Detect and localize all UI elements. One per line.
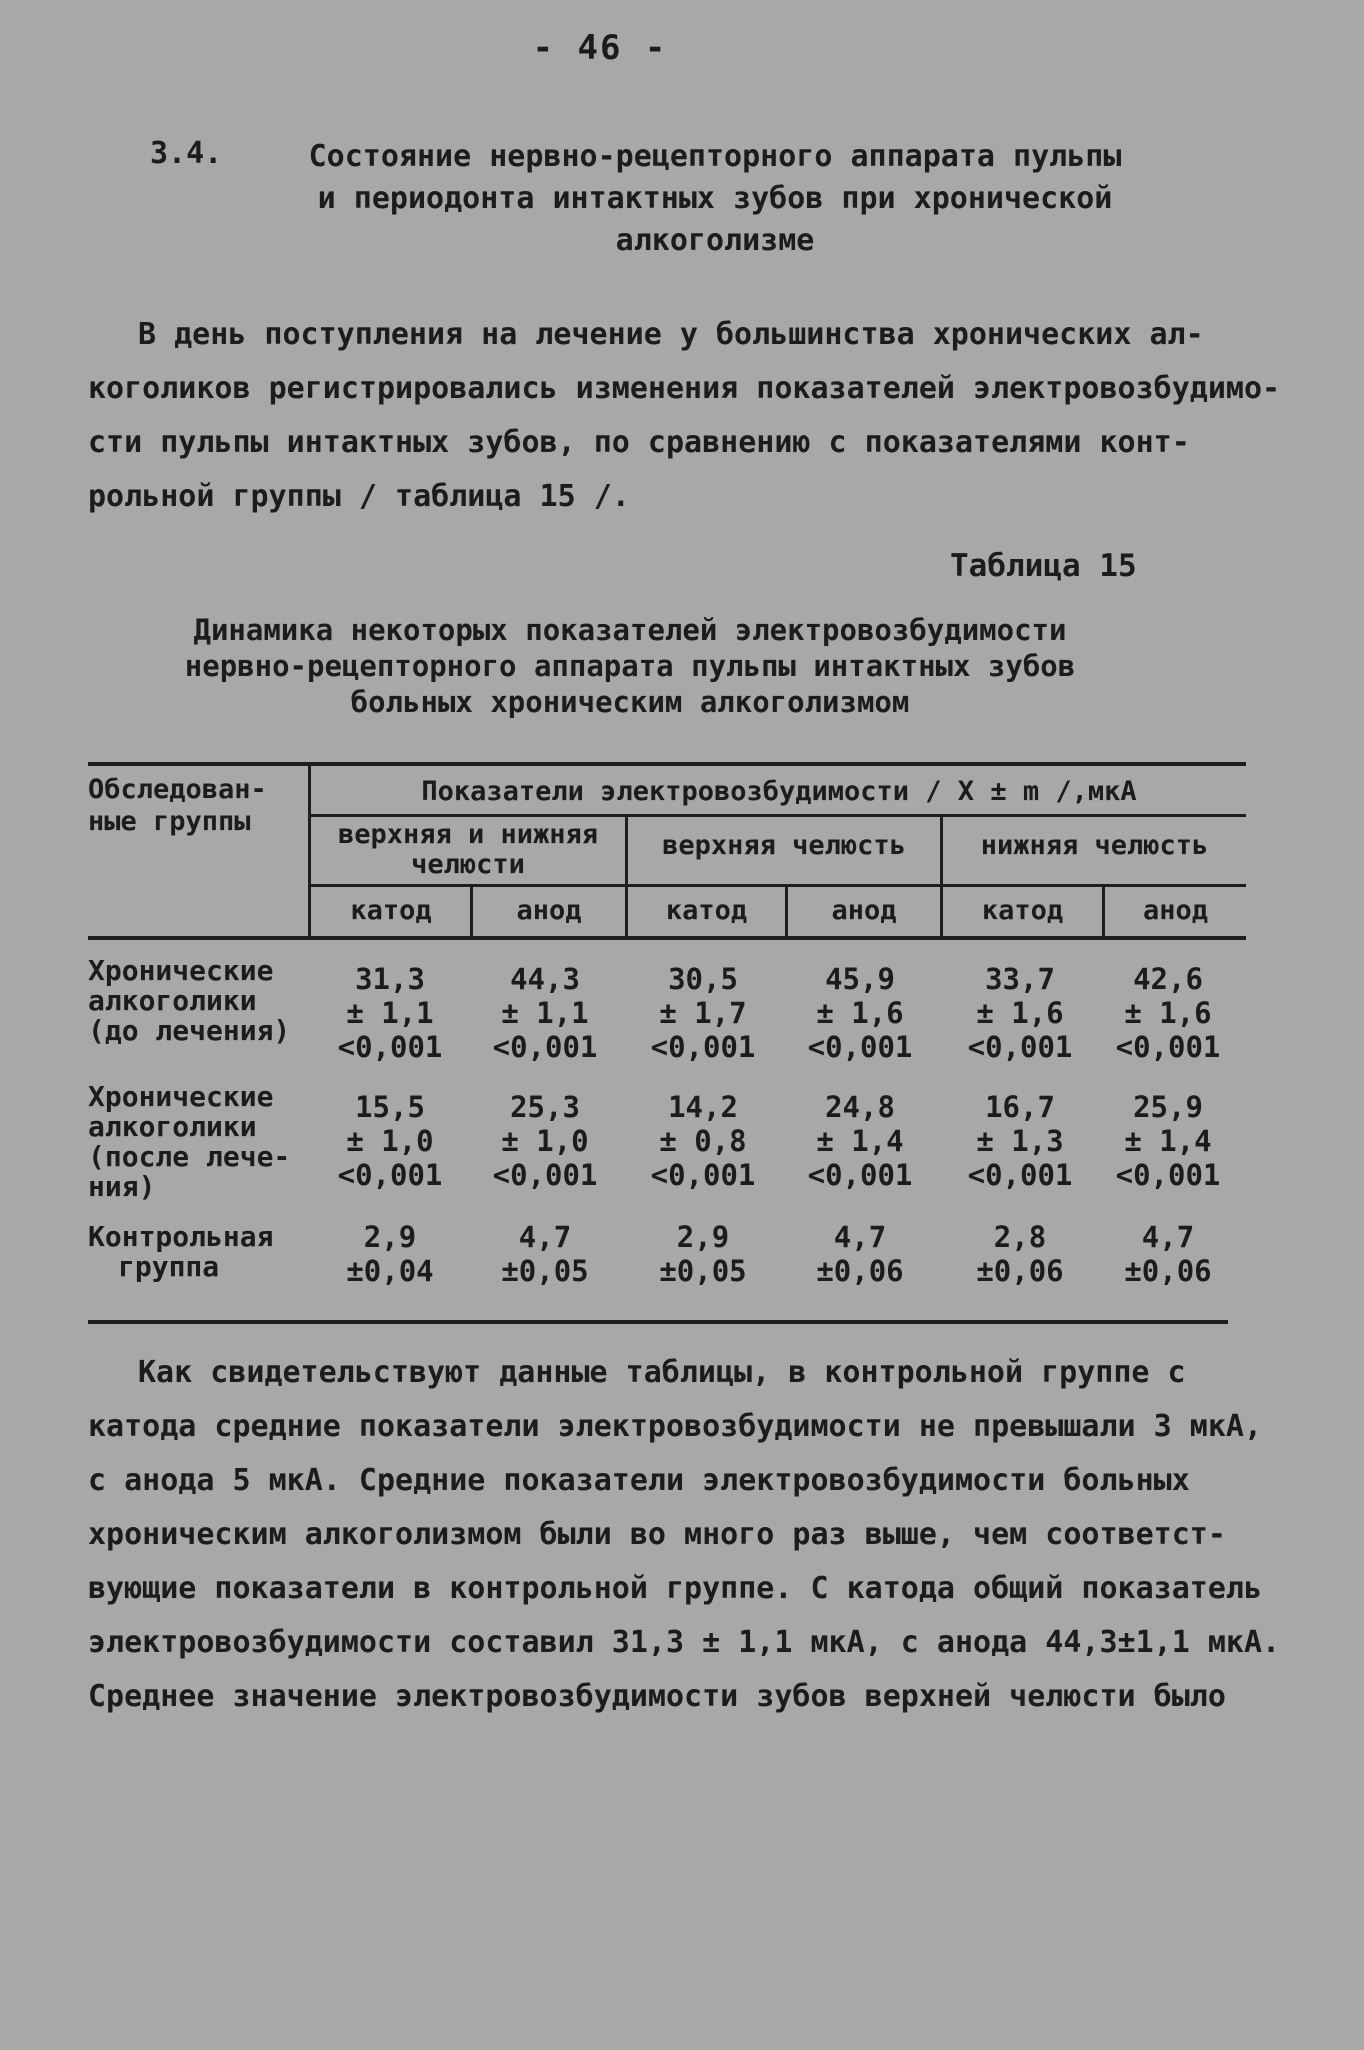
main-header: Показатели электровозбудимости / X ± m /,мкА — [421, 776, 1137, 807]
paragraph-line: В день поступления на лечение у большинства хронических ал- — [138, 317, 1204, 352]
jaw-header-line: верхняя и нижняя — [337, 819, 599, 850]
cell-value: 2,9 — [676, 1220, 730, 1254]
sub-header-anode: анод — [831, 895, 897, 926]
paragraph-intro — [88, 308, 1281, 524]
caption-line: больных хроническим алкоголизмом — [350, 685, 910, 719]
cell-value: 4,7 — [518, 1220, 572, 1254]
cell-value: ± 1,0 — [501, 1124, 589, 1158]
caption-line: Динамика некоторых показателей электровозбудимости — [193, 613, 1067, 647]
table-bottom-rule — [88, 1320, 1228, 1324]
section-title-line: алкоголизме — [615, 223, 815, 258]
cell-value: <0,001 — [492, 1158, 598, 1192]
cell-value: 25,9 — [1133, 1090, 1203, 1124]
table-cell — [633, 962, 773, 1064]
table-cell — [320, 1090, 460, 1192]
sub-header-anode: анод — [1142, 895, 1209, 926]
cell-value: ± 1,0 — [346, 1124, 434, 1158]
cell-value: ±0,06 — [816, 1254, 904, 1288]
cell-value: 25,3 — [510, 1090, 580, 1124]
paragraph-line: электровозбудимости составил 31,3 ± 1,1 мкА, с анода 44,3±1,1 мкА. — [88, 1625, 1281, 1660]
cell-value: ± 0,8 — [659, 1124, 747, 1158]
section-title-line: Состояние нервно-рецепторного аппарата пульпы — [308, 139, 1122, 174]
row-label-line: группа — [118, 1250, 220, 1283]
table-cell — [790, 1220, 930, 1288]
cell-value: 16,7 — [985, 1090, 1055, 1124]
cell-value: 44,3 — [510, 962, 580, 996]
cell-value: <0,001 — [967, 1030, 1073, 1064]
table-cell — [950, 962, 1090, 1064]
cell-value: 14,2 — [668, 1090, 738, 1124]
row-label-line: Контрольная — [88, 1220, 274, 1253]
cell-value: 2,9 — [363, 1220, 417, 1254]
cell-value: ± 1,4 — [816, 1124, 904, 1158]
table-cell — [320, 962, 460, 1064]
sub-header-cathode: катод — [981, 895, 1064, 926]
caption-line: нервно-рецепторного аппарата пульпы интактных зубов — [184, 649, 1076, 683]
paragraph-line: рольной группы / таблица 15 /. — [88, 479, 630, 514]
header-rule-1 — [310, 814, 1246, 817]
cell-value: 42,6 — [1133, 962, 1203, 996]
cell-value: 24,8 — [825, 1090, 895, 1124]
cell-value: ± 1,6 — [976, 996, 1064, 1030]
cell-value: ±0,06 — [976, 1254, 1064, 1288]
table-cell — [475, 1220, 615, 1288]
group-header-line: ные группы — [88, 806, 251, 837]
table-cell — [633, 1220, 773, 1288]
header-rule-2 — [310, 884, 1246, 887]
row-label-line: (до лечения) — [88, 1014, 291, 1047]
cell-value: <0,001 — [650, 1158, 756, 1192]
section-title — [285, 136, 1145, 262]
cell-value: 30,5 — [668, 962, 738, 996]
jaw-header-upper: верхняя челюсть — [662, 830, 906, 861]
row-label-line: алкоголики — [88, 984, 257, 1017]
paragraph-line: коголиков регистрировались изменения показателей электровозбудимо- — [88, 371, 1281, 406]
table-label: Таблица 15 — [950, 548, 1137, 584]
cell-value: 33,7 — [985, 962, 1055, 996]
table-cell — [475, 1090, 615, 1192]
sub-header-cathode: катод — [665, 895, 748, 926]
cell-value: ± 1,3 — [976, 1124, 1064, 1158]
row-label-line: (после лече- — [88, 1140, 291, 1173]
row-label-before-treatment — [88, 956, 308, 1046]
table-cell — [1098, 1220, 1238, 1288]
row-label-line: ния) — [88, 1170, 156, 1203]
table-cell — [320, 1220, 460, 1288]
cell-value: ± 1,1 — [346, 996, 434, 1030]
cell-value: ±0,06 — [1124, 1254, 1212, 1288]
cell-value: 4,7 — [833, 1220, 887, 1254]
cell-value: <0,001 — [807, 1158, 913, 1192]
page-number: - 46 - — [532, 28, 668, 68]
cell-value: <0,001 — [337, 1158, 443, 1192]
row-label-line: Хронические — [88, 954, 274, 987]
paragraph-line: Среднее значение электровозбудимости зубов верхней челюсти было — [88, 1679, 1226, 1714]
cell-value: ± 1,1 — [501, 996, 589, 1030]
paragraph-line: сти пульпы интактных зубов, по сравнению с показателями конт- — [88, 425, 1190, 460]
table-cell — [790, 962, 930, 1064]
group-header-line: Обследован- — [88, 774, 267, 805]
table-cell — [475, 962, 615, 1064]
cell-value: ± 1,6 — [816, 996, 904, 1030]
row-label-line: алкоголики — [88, 1110, 257, 1143]
row-label-control — [88, 1222, 308, 1282]
cell-value: ± 1,4 — [1124, 1124, 1212, 1158]
cell-value: <0,001 — [492, 1030, 598, 1064]
jaw-header-lower: нижняя челюсть — [980, 830, 1209, 861]
paragraph-discussion — [88, 1346, 1281, 1724]
cell-value: 31,3 — [355, 962, 425, 996]
cell-value: ± 1,6 — [1124, 996, 1212, 1030]
paragraph-line: катода средние показатели электровозбудимости не превышали 3 мкА, — [88, 1409, 1262, 1444]
cell-value: <0,001 — [1115, 1158, 1221, 1192]
group-column-header — [88, 774, 267, 838]
row-label-line: Хронические — [88, 1080, 274, 1113]
header-bottom-rule — [88, 936, 1246, 940]
paragraph-line: вующие показатели в контрольной группе. С катода общий показатель — [88, 1571, 1262, 1606]
paragraph-line: с анода 5 мкА. Средние показатели электровозбудимости больных — [88, 1463, 1190, 1498]
table-cell — [950, 1090, 1090, 1192]
row-label-after-treatment — [88, 1082, 308, 1202]
table-caption — [150, 612, 1110, 720]
jaw-header-line: челюсти — [411, 849, 525, 880]
paragraph-line: хроническим алкоголизмом были во много раз выше, чем соответст- — [88, 1517, 1226, 1552]
cell-value: ±0,05 — [501, 1254, 589, 1288]
table-cell — [950, 1220, 1090, 1288]
cell-value: <0,001 — [967, 1158, 1073, 1192]
sub-header-cathode: катод — [350, 895, 432, 926]
table-cell — [1098, 1090, 1238, 1192]
cell-value: 45,9 — [825, 962, 895, 996]
table-cell — [633, 1090, 773, 1192]
cell-value: 4,7 — [1141, 1220, 1195, 1254]
table-cell — [790, 1090, 930, 1192]
cell-value: <0,001 — [1115, 1030, 1221, 1064]
cell-value: ±0,05 — [659, 1254, 747, 1288]
table-top-rule — [88, 762, 1246, 766]
cell-value: 15,5 — [355, 1090, 425, 1124]
paragraph-line: Как свидетельствуют данные таблицы, в контрольной группе с — [138, 1355, 1186, 1390]
section-title-line: и периодонта интактных зубов при хронической — [317, 181, 1113, 216]
table-vline — [308, 766, 311, 938]
cell-value: <0,001 — [650, 1030, 756, 1064]
section-number: 3.4. — [150, 136, 223, 171]
sub-header-anode: анод — [516, 895, 582, 926]
cell-value: ±0,04 — [346, 1254, 434, 1288]
cell-value: <0,001 — [807, 1030, 913, 1064]
table-cell — [1098, 962, 1238, 1064]
cell-value: ± 1,7 — [659, 996, 747, 1030]
cell-value: 2,8 — [993, 1220, 1047, 1254]
jaw-header-both — [312, 820, 624, 880]
cell-value: <0,001 — [337, 1030, 443, 1064]
